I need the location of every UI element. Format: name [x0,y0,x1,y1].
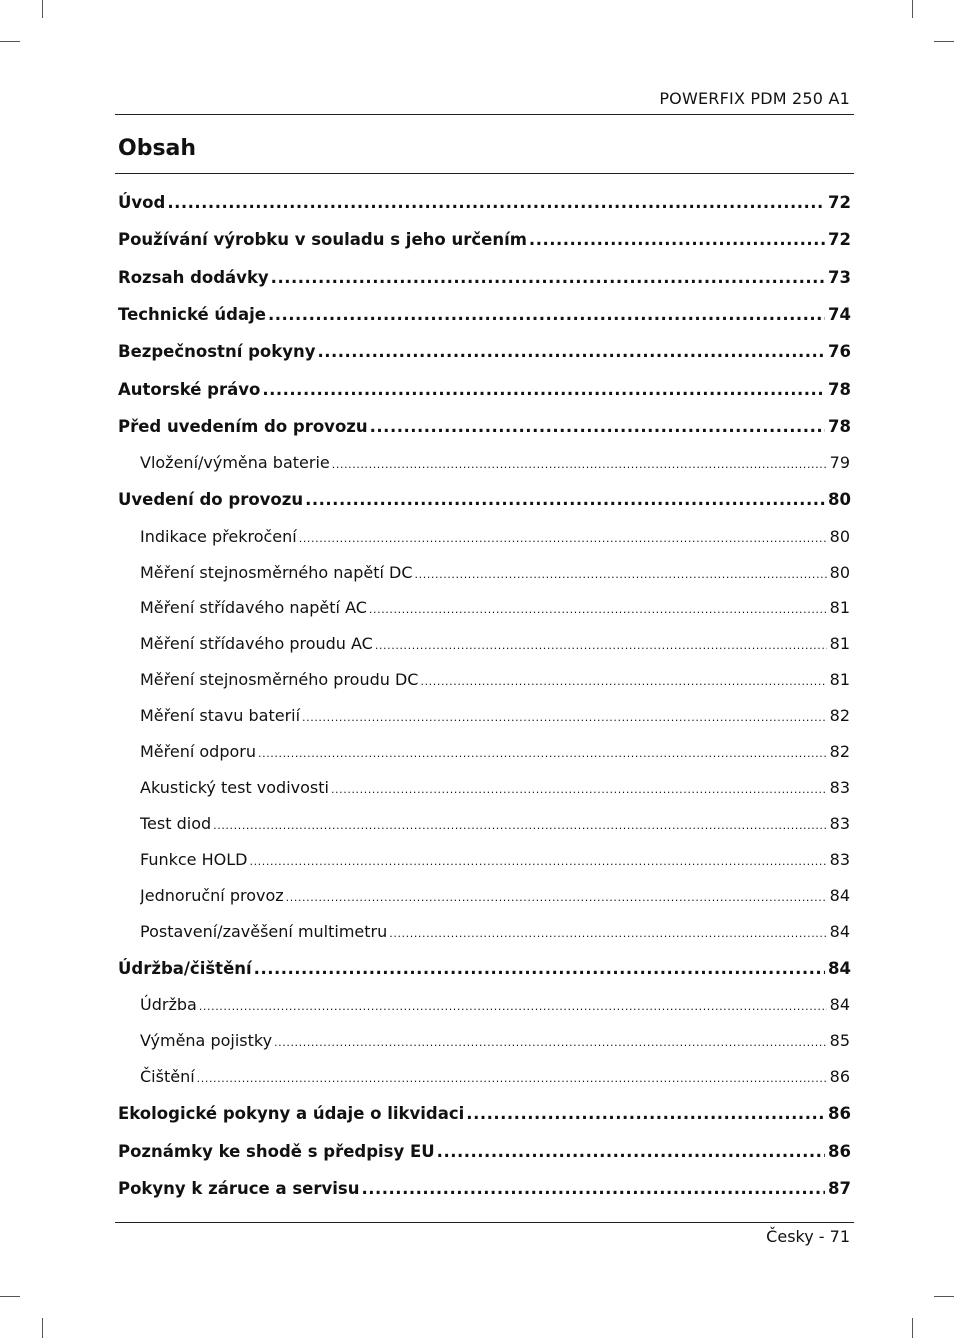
toc-entry-title: Měření stejnosměrného napětí DC [140,563,413,582]
toc-entry[interactable] [118,488,851,512]
toc-entry-title: Indikace překročení [140,527,297,546]
toc-subentry[interactable] [140,848,850,872]
toc-dot-leader [466,1102,825,1126]
toc-dot-leader [389,920,826,944]
toc-subentry[interactable] [140,812,850,836]
toc-dot-leader [302,704,827,728]
toc-entry[interactable] [118,1140,851,1164]
toc-entry[interactable] [118,266,851,290]
toc-dot-leader [420,668,826,692]
toc-entry[interactable] [118,378,851,402]
toc-entry-title: Akustický test vodivosti [140,778,329,797]
toc-entry-page: 83 [829,814,850,833]
toc-subentry[interactable] [140,920,850,944]
toc-entry-title: Rozsah dodávky [118,268,269,287]
toc-entry-page: 86 [828,1142,851,1161]
toc-entry-page: 86 [829,1067,850,1086]
toc-subentry[interactable] [140,451,850,475]
toc-dot-leader [305,488,825,512]
toc-subentry[interactable] [140,776,850,800]
toc-entry-title: Údržba/čištění [118,959,252,978]
toc-entry-title: Měření odporu [140,742,256,761]
toc-dot-leader [199,993,827,1017]
toc-entry-page: 72 [828,193,851,212]
toc-entry-page: 72 [828,230,851,249]
toc-entry-page: 81 [829,634,850,653]
toc-entry-page: 81 [829,598,850,617]
toc-dot-leader [437,1140,825,1164]
toc-entry-page: 80 [829,527,850,546]
toc-entry-title: Jednoruční provoz [140,886,284,905]
toc-dot-leader [369,596,827,620]
toc-subentry[interactable] [140,632,850,656]
toc-dot-leader [271,266,825,290]
toc-entry-page: 82 [829,742,850,761]
toc-entry-page: 82 [829,706,850,725]
toc-entry-page: 81 [829,670,850,689]
toc-dot-leader [254,957,825,981]
toc-dot-leader [213,812,827,836]
toc-entry-page: 79 [829,453,850,472]
toc-entry-page: 78 [828,380,851,399]
toc-entry-page: 84 [829,886,850,905]
toc-entry-title: Měření stejnosměrného proudu DC [140,670,419,689]
toc-dot-leader [258,740,827,764]
toc-entry-page: 83 [829,778,850,797]
toc-dot-leader [317,340,825,364]
toc-subentry[interactable] [140,668,850,692]
toc-entry[interactable] [118,228,851,252]
toc-entry-page: 87 [828,1179,851,1198]
toc-entry-page: 84 [829,922,850,941]
toc-dot-leader [197,1065,827,1089]
toc-entry-title: Měření střídavého proudu AC [140,634,373,653]
toc-subentry[interactable] [140,884,850,908]
toc-dot-leader [299,525,827,549]
toc-entry-title: Funkce HOLD [140,850,248,869]
toc-dot-leader [262,378,825,402]
toc-entry-title: Poznámky ke shodě s předpisy EU [118,1142,435,1161]
toc-entry-title: Ekologické pokyny a údaje o likvidaci [118,1104,465,1123]
toc-subentry[interactable] [140,1029,850,1053]
toc-entry-title: Uvedení do provozu [118,490,304,509]
toc-dot-leader [361,1177,825,1201]
toc-entry[interactable] [118,1102,851,1126]
toc-entry-title: Před uvedením do provozu [118,417,368,436]
toc-dot-leader [249,848,826,872]
toc-entry-title: Měření stavu baterií [140,706,301,725]
toc-entry-page: 80 [829,563,850,582]
toc-dot-leader [167,191,825,215]
footer-rule [115,1222,854,1223]
toc-subentry[interactable] [140,596,850,620]
toc-entry-title: Technické údaje [118,305,266,324]
toc-dot-leader [415,561,827,585]
toc-entry-page: 85 [829,1031,850,1050]
toc-entry[interactable] [118,303,851,327]
toc-entry-title: Používání výrobku v souladu s jeho určením [118,230,527,249]
page-title: Obsah [118,136,197,161]
toc-dot-leader [268,303,825,327]
toc-entry-title: Pokyny k záruce a servisu [118,1179,360,1198]
toc-entry-title: Postavení/zavěšení multimetru [140,922,388,941]
toc-entry-title: Čištění [140,1067,195,1086]
toc-entry-title: Test diod [140,814,212,833]
toc-subentry[interactable] [140,1065,850,1089]
toc-entry-page: 80 [828,490,851,509]
toc-entry[interactable] [118,191,851,215]
toc-entry-title: Vložení/výměna baterie [140,453,330,472]
toc-entry[interactable] [118,340,851,364]
toc-dot-leader [375,632,827,656]
toc-entry-page: 78 [828,417,851,436]
toc-entry-page: 76 [828,342,851,361]
toc-subentry[interactable] [140,561,850,585]
toc-dot-leader [274,1029,827,1053]
toc-entry[interactable] [118,415,851,439]
toc-dot-leader [332,451,827,475]
toc-dot-leader [529,228,825,252]
toc-dot-leader [331,776,827,800]
toc-entry-title: Bezpečnostní pokyny [118,342,316,361]
toc-subentry[interactable] [140,704,850,728]
toc-entry-page: 84 [829,995,850,1014]
header-product-name: POWERFIX PDM 250 A1 [659,89,850,108]
toc-entry-page: 73 [828,268,851,287]
toc-entry-title: Údržba [140,995,197,1014]
toc-subentry[interactable] [140,525,850,549]
toc-entry-page: 74 [828,305,851,324]
toc-entry-page: 86 [828,1104,851,1123]
toc-entry-title: Autorské právo [118,380,261,399]
footer-page-label: Česky - 71 [766,1227,850,1246]
toc-entry-title: Úvod [118,193,166,212]
toc-entry[interactable] [118,1177,851,1201]
toc-entry[interactable] [118,957,851,981]
toc-entry-page: 83 [829,850,850,869]
toc-entry-title: Výměna pojistky [140,1031,273,1050]
toc-entry-title: Měření střídavého napětí AC [140,598,367,617]
toc-dot-leader [286,884,827,908]
toc-subentry[interactable] [140,993,850,1017]
toc-subentry[interactable] [140,740,850,764]
toc-entry-page: 84 [828,959,851,978]
toc-dot-leader [370,415,825,439]
